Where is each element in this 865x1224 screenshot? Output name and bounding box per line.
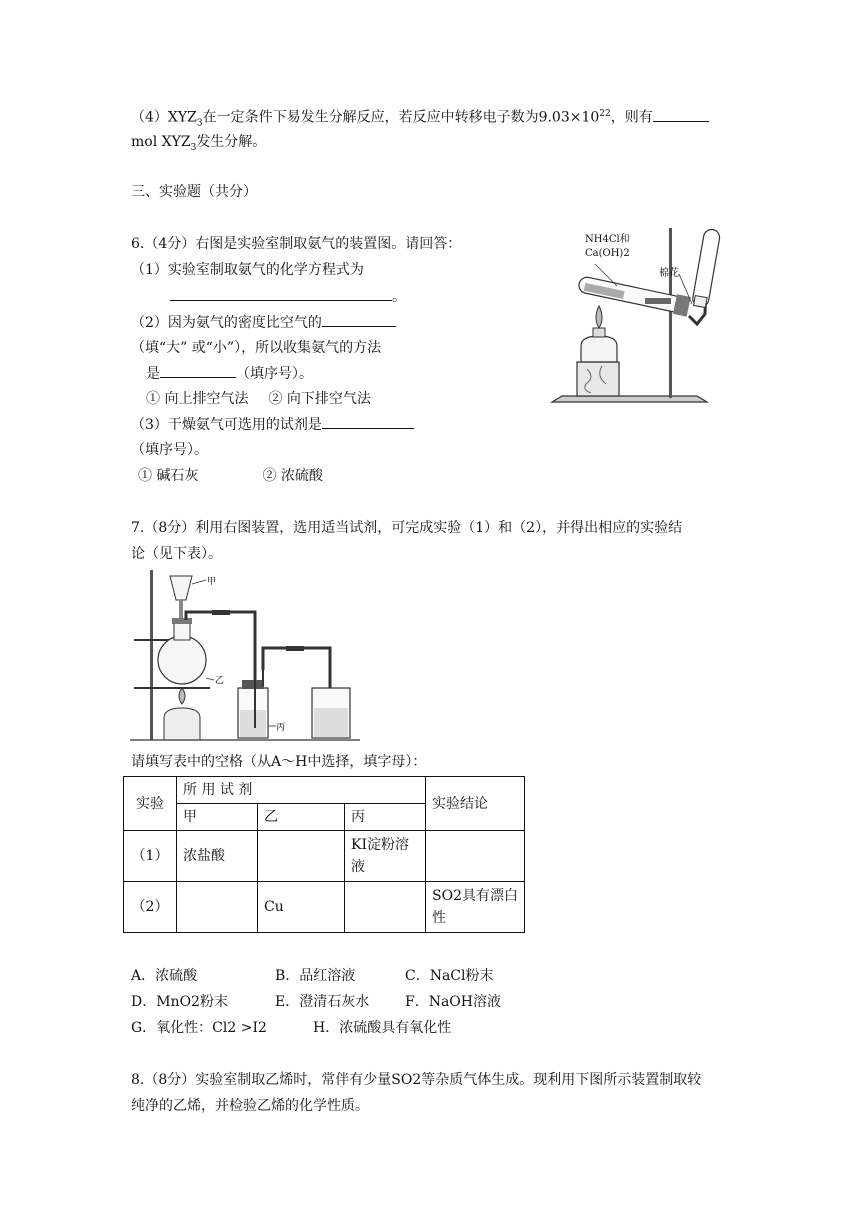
q6-method-blank[interactable] [160, 363, 236, 378]
q6-p1: （1）实验室制取氨气的化学方程式为 [131, 262, 364, 278]
q6-p3b: （填序号）。 [131, 442, 208, 458]
q4-line1: $(4)XYZ_3$在一定条件下易发生分解反应，若反应中转移电子数为$9.03\times 10^{22}$，则有 [131, 104, 709, 133]
table-row [124, 882, 525, 933]
q6-options-1: ① 向上排空气法 ② 向下排空气法 [146, 391, 371, 407]
q6-equation-blank[interactable] [170, 286, 392, 301]
th-jia: 甲 [177, 804, 258, 831]
label-reagent: NH4Cl和 [585, 234, 630, 245]
th-reagents: 所 用 试 剂 [177, 777, 426, 804]
q6-drying-blank[interactable] [322, 414, 414, 429]
label-reagent-2: Ca(OH)2 [585, 248, 630, 259]
q7-options-row1: A．浓硫酸 B．品红溶液 C．NaCl粉末 [131, 968, 494, 984]
q4-answer-blank[interactable] [653, 107, 709, 122]
row1-yi-cell[interactable] [258, 831, 345, 882]
q6-p3: （3）干燥氨气可选用的试剂是 [131, 414, 414, 435]
label-yi: 乙 [215, 676, 225, 686]
q6-stem: 6.（4分）右图是实验室制取氨气的装置图。请回答： [131, 236, 462, 252]
row2-yi: Cu [258, 882, 345, 933]
row2-conclusion: SO2具有漂白性 [426, 882, 525, 933]
section-title: 三、实验题（共分） [131, 184, 257, 200]
experiment-table [123, 776, 525, 933]
q7-instruction: 请填写表中的空格（从A～H中选择，填字母）： [131, 754, 427, 770]
table-row [124, 831, 525, 882]
q7-options-row2: D．MnO2粉末 E．澄清石灰水 F．NaOH溶液 [131, 994, 501, 1010]
q7-stem-1: 7.（8分）利用右图装置，选用适当试剂，可完成实验（1）和（2），并得出相应的实验结 [131, 520, 683, 536]
row1-exp: （1） [124, 831, 177, 882]
th-bing: 丙 [345, 804, 426, 831]
row1-jia: 浓盐酸 [177, 831, 258, 882]
q6-p2b: （填“大” 或“小”），所以收集氨气的方法 [131, 340, 382, 356]
q6-p2: （2）因为氨气的密度比空气的 [131, 312, 396, 333]
q8-stem-2: 纯净的乙烯，并检验乙烯的化学性质。 [131, 1098, 369, 1114]
th-experiment: 实验 [124, 777, 177, 831]
th-yi: 乙 [258, 804, 345, 831]
q8-stem-1: 8.（8分）实验室制取乙烯时，常伴有少量SO2等杂质气体生成。现利用下图所示装置制取较 [131, 1072, 702, 1088]
label-bing: 丙 [276, 723, 286, 733]
label-jia: 甲 [207, 577, 217, 587]
q6-p2c: 是 （填序号）。 [146, 363, 313, 384]
q7-stem-2: 论（见下表）。 [131, 546, 222, 562]
row1-bing: KI淀粉溶液 [345, 831, 426, 882]
q4-line2: mol $XYZ_3$发生分解。 [131, 134, 267, 153]
label-cotton: 棉花 [659, 268, 679, 279]
chlorine-apparatus-figure [130, 570, 360, 742]
row2-bing-cell[interactable] [345, 882, 426, 933]
q6-density-blank[interactable] [322, 312, 396, 327]
th-conclusion: 实验结论 [426, 777, 525, 831]
row2-jia-cell[interactable] [177, 882, 258, 933]
q7-options-row3: G．氧化性：Cl2 >I2 H．浓硫酸具有氧化性 [131, 1020, 452, 1036]
row1-conclusion-cell[interactable] [426, 831, 525, 882]
row2-exp: （2） [124, 882, 177, 933]
q6-options-2: ① 碱石灰 ② 浓硫酸 [138, 468, 323, 484]
q6-p1-answer: 。 [170, 286, 406, 307]
ammonia-apparatus-figure [547, 224, 727, 406]
